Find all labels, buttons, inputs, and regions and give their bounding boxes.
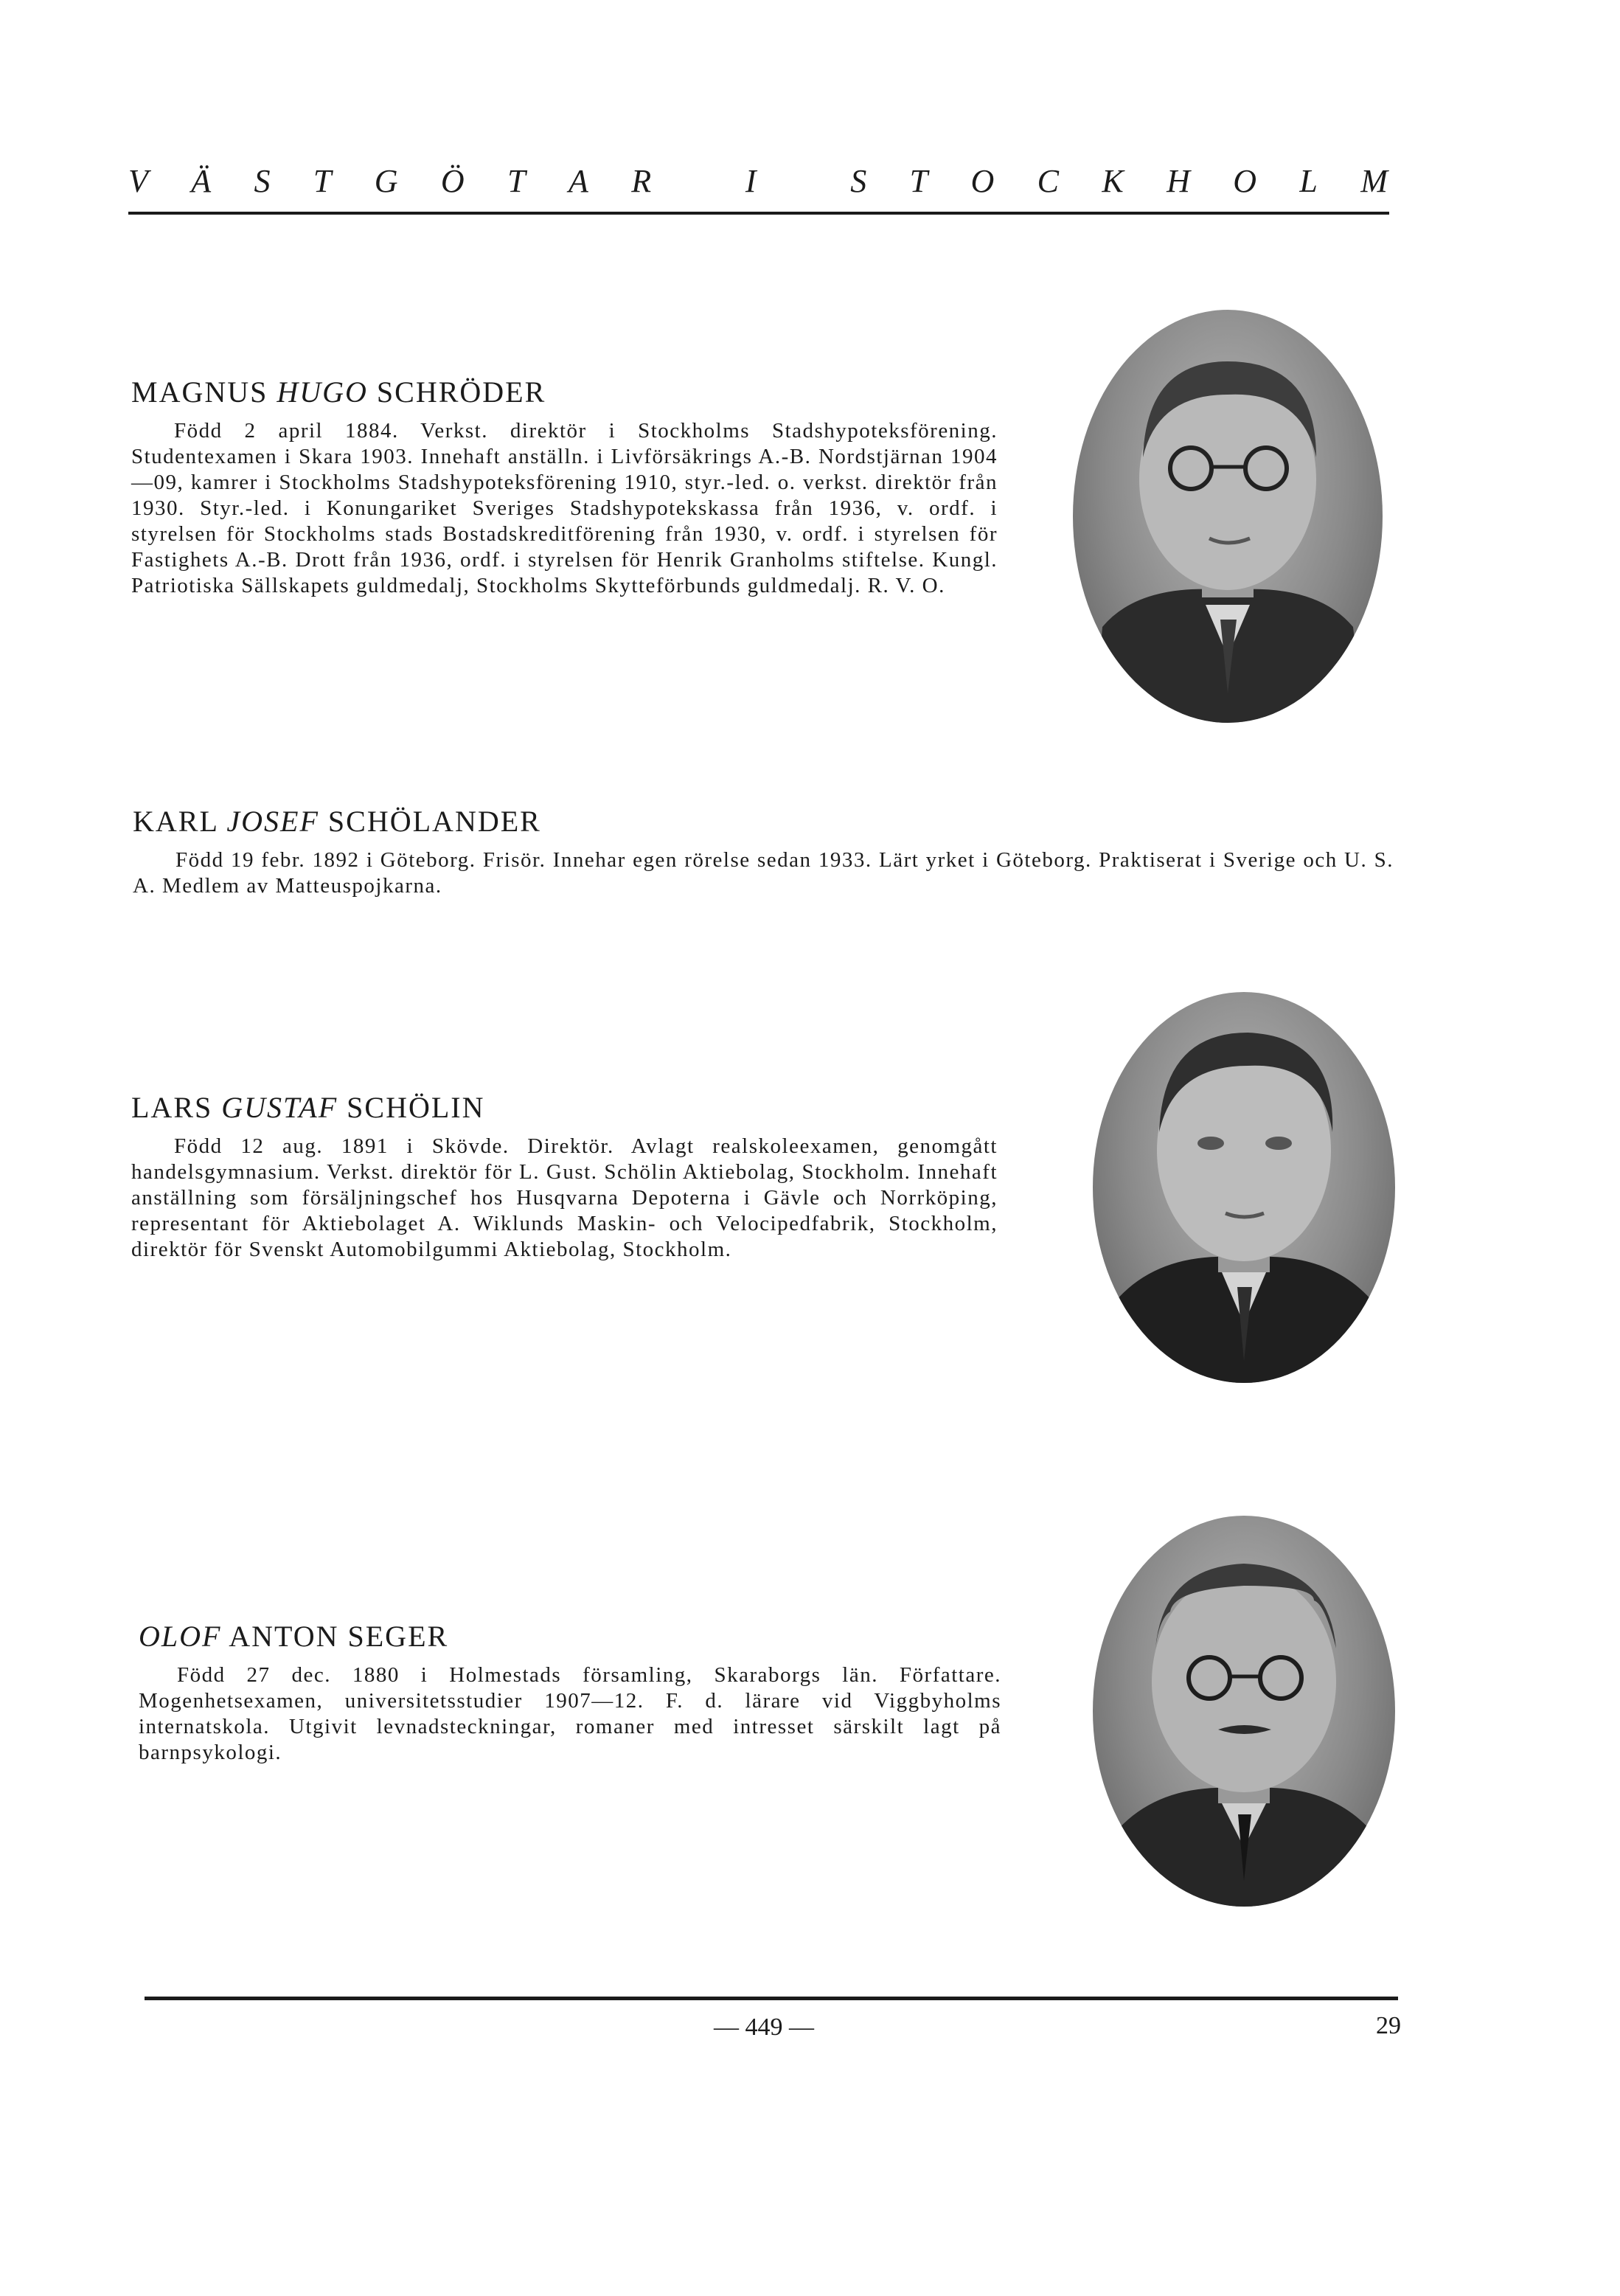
- running-head-letter: L: [1299, 163, 1319, 199]
- running-head-letter: Ä: [191, 163, 213, 199]
- running-head-letter: Ö: [440, 163, 466, 199]
- portrait-photo: [1073, 310, 1383, 723]
- running-head-letter: G: [374, 163, 400, 199]
- running-head-letter: S: [850, 163, 869, 199]
- running-head-letter: R: [631, 163, 653, 199]
- entry-name-part: LARS: [131, 1091, 222, 1124]
- entry-name-part: KARL: [133, 805, 227, 838]
- entry-name-italic: JOSEF: [226, 805, 319, 838]
- portrait-photo: [1093, 992, 1395, 1383]
- running-head-letter: T: [507, 163, 527, 199]
- running-head-letter: T: [313, 163, 333, 199]
- entry-name: [131, 375, 998, 409]
- running-head-letter: O: [1233, 163, 1259, 199]
- running-head-letter: I: [745, 163, 758, 199]
- sheet-number: 29: [1376, 2012, 1401, 2039]
- entry-body: Född 2 april 1884. Verkst. direktör i Stockholms Stadshypoteksförening. Studentexamen i Skara 1903. Innehaft anställn. i Livförsäkrings A.-B. Nordstjärnan 1904—09, kamrer i Stockholms Stadshypoteksförening 1910, styr.-led. o. verkst. direktör från 1930. Styr.-led. i Konungariket Sveriges Stadshypotekskassa från 1936, v. ordf. i styrelsen för Stockholms stads Bostadskreditförening från 1930, v. ordf. i styrelsen för Fastighets A.-B. Drott från 1936, ordf. i styrelsen för Henrik Granholms stiftelse. Kungl. Patriotiska Sällskapets guldmedalj, Stockholms Skytteförbunds guldmedalj. R. V. O.: [131, 419, 998, 597]
- entry-name-italic: HUGO: [277, 375, 368, 409]
- running-head-letter: T: [909, 163, 930, 199]
- biography-entry: [133, 804, 1394, 899]
- entry-name-part: MAGNUS: [131, 375, 277, 409]
- entry-name-part: SCHÖLIN: [338, 1091, 485, 1124]
- header-rule: [128, 212, 1389, 215]
- footer-rule: [145, 1997, 1398, 2000]
- entry-name-part: ANTON SEGER: [221, 1620, 449, 1653]
- entry-name-part: SCHRÖDER: [367, 375, 546, 409]
- page-number: — 449 —: [714, 2014, 814, 2041]
- running-head: [128, 162, 1389, 200]
- entry-body: Född 12 aug. 1891 i Skövde. Direktör. Avlagt realskoleexamen, genomgått handelsgymnasium. Verkst. direktör för L. Gust. Schölin Aktiebolag, Stockholm. Innehaft anställning som försäljningschef hos Husqvarna Depoterna i Gävle och Norrköping, representant för Aktiebolaget A. Wiklunds Maskin- och Velocipedfabrik, Stockholm, direktör för Svenskt Automobilgummi Aktiebolag, Stockholm.: [131, 1134, 998, 1261]
- entry-name-part: SCHÖLANDER: [319, 805, 541, 838]
- entry-body: Född 19 febr. 1892 i Göteborg. Frisör. Innehar egen rörelse sedan 1933. Lärt yrket i Göteborg. Praktiserat i Sverige och U. S. A. Medlem av Matteuspojkarna.: [133, 848, 1394, 898]
- biography-entry: [131, 375, 998, 599]
- entry-name-italic: GUSTAF: [221, 1091, 338, 1124]
- entry-name: [131, 1090, 998, 1125]
- running-head-letter: V: [128, 163, 150, 199]
- running-head-letter: S: [254, 163, 272, 199]
- biography-entry: [139, 1619, 1001, 1766]
- entry-name: [139, 1619, 1001, 1654]
- entry-name-italic: OLOF: [139, 1620, 222, 1653]
- running-head-space: [799, 162, 809, 200]
- running-head-letter: C: [1037, 163, 1060, 199]
- portrait-photo: [1093, 1516, 1395, 1907]
- biography-entry: [131, 1090, 998, 1263]
- running-head-letter: O: [970, 163, 996, 199]
- running-head-letter: M: [1360, 163, 1389, 199]
- running-head-letter: K: [1102, 163, 1125, 199]
- entry-body: Född 27 dec. 1880 i Holmestads församling, Skaraborgs län. Författare. Mogenhetsexamen, universitetsstudier 1907—12. F. d. lärare vid Viggbyholms internatskola. Utgivit levnadsteckningar, romaner med intresset särskilt lagt på barnpsykologi.: [139, 1663, 1001, 1764]
- running-head-space: [694, 162, 703, 200]
- running-head-letter: A: [568, 163, 590, 199]
- running-head-letter: H: [1167, 163, 1192, 199]
- entry-name: [133, 804, 1394, 839]
